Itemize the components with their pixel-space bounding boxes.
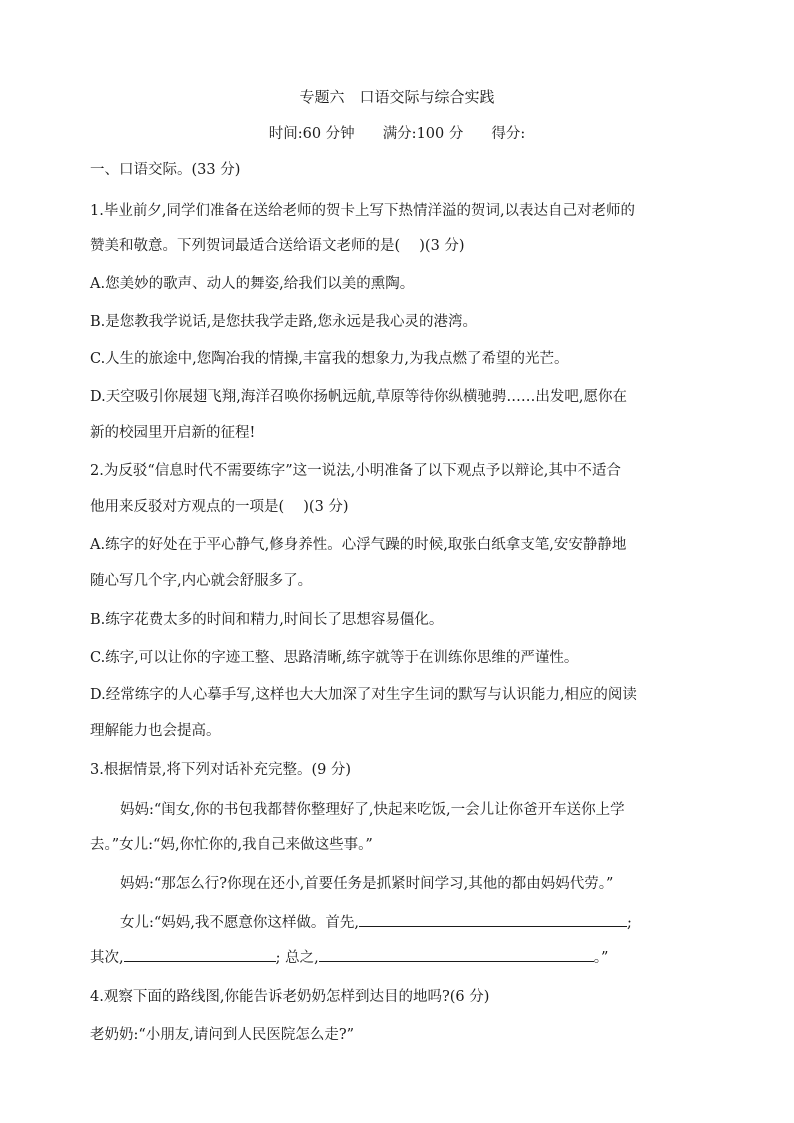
q3-dialogue-4-end: 。” [593,950,609,966]
q4-stem: 4.观察下面的路线图,你能告诉老奶奶怎样到达目的地吗?(6 分) [90,989,490,1005]
q1-option-c: C.人生的旅途中,您陶冶我的情操,丰富我的想象力,为我点燃了希望的光芒。 [90,351,569,367]
q3-dialogue-2: 妈妈:“那怎么行?你现在还小,首要任务是抓紧时间学习,其他的都由妈妈代劳。” [120,876,614,892]
q2-option-d-line2: 理解能力也会提高。 [90,723,221,739]
answer-blank-first[interactable] [359,912,627,927]
q3-dialogue-4-mid: ; 总之, [275,950,319,966]
full-score: 满分:100 分 [382,126,464,142]
q1-option-d-line1: D.天空吸引你展翅飞翔,海洋召唤你扬帆远航,草原等待你纵横驰骋……出发吧,愿你在 [90,389,628,405]
q3-dialogue-3 [120,911,632,932]
q1-option-a: A.您美妙的歌声、动人的舞姿,给我们以美的熏陶。 [90,276,415,292]
q2-option-a-line1: A.练字的好处在于平心静气,修身养性。心浮气躁的时候,取张白纸拿支笔,安安静静地 [90,537,627,553]
q3-dialogue-3-prefix: 女儿:“妈妈,我不愿意你这样做。首先, [120,915,360,931]
q3-dialogue-4-prefix: 其次, [90,950,124,966]
q2-option-c: C.练字,可以让你的字迹工整、思路清晰,练字就等于在训练你思维的严谨性。 [90,650,579,666]
q1-stem-line1: 1.毕业前夕,同学们准备在送给老师的贺卡上写下热情洋溢的贺词,以表达自己对老师的 [90,203,636,219]
time-limit: 时间:60 分钟 [268,126,355,142]
q2-stem-line1: 2.为反驳“信息时代不需要练字”这一说法,小明准备了以下观点予以辩论,其中不适合 [90,463,621,479]
answer-blank-second[interactable] [124,947,276,962]
q4-dialogue: 老奶奶:“小朋友,请问到人民医院怎么走?” [90,1027,355,1043]
q2-stem-line2: 他用来反驳对方观点的一项是( )(3 分) [90,499,349,515]
q3-dialogue-1-line2: 去。”女儿:“妈,你忙你的,我自己来做这些事。” [90,837,373,853]
q2-option-d-line1: D.经常练字的人心摹手写,这样也大大加深了对生字生词的默写与认识能力,相应的阅读 [90,687,637,703]
q3-stem: 3.根据情景,将下列对话补充完整。(9 分) [90,762,352,778]
q3-dialogue-3-end: ; [627,915,632,931]
page-title: 专题六 口语交际与综合实践 [299,88,495,106]
exam-info [0,122,794,143]
score-field: 得分: [491,126,526,142]
q3-dialogue-1-line1: 妈妈:“闺女,你的书包我都替你整理好了,快起来吃饭,一会儿让你爸开车送你上学 [120,802,625,818]
q1-stem-line2: 赞美和敬意。下列贺词最适合送给语文老师的是( )(3 分) [90,238,465,254]
q3-dialogue-4 [90,946,608,967]
q1-option-b: B.是您教我学说话,是您扶我学走路,您永远是我心灵的港湾。 [90,314,477,330]
answer-blank-summary[interactable] [319,947,594,962]
q2-option-b: B.练字花费太多的时间和精力,时间长了思想容易僵化。 [90,612,444,628]
q1-option-d-line2: 新的校园里开启新的征程! [90,425,256,441]
q2-option-a-line2: 随心写几个字,内心就会舒服多了。 [90,573,313,589]
section-heading: 一、口语交际。(33 分) [90,162,241,178]
